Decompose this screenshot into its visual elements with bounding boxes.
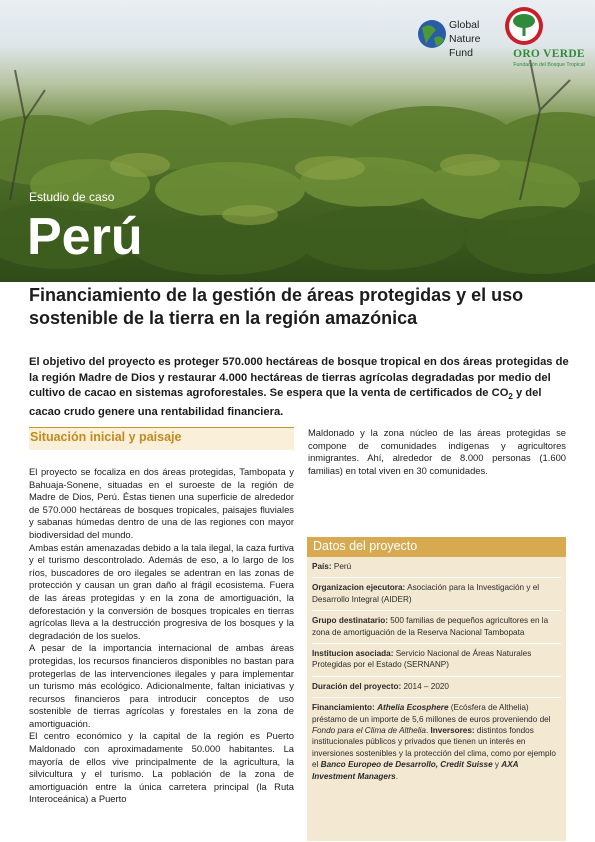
project-data-row: País: Perú xyxy=(312,557,561,578)
project-data-row: Organizacion ejecutora: Asociación para la Investigación y el Desarrollo Integral (AIDER) xyxy=(312,578,561,611)
project-data-row: Institucion asociada: Servicio Nacional de Áreas Naturales Protegidas por el Estado (SERNANP) xyxy=(312,644,561,677)
partner-logos xyxy=(412,6,595,72)
project-data-box xyxy=(307,537,566,841)
paragraph: El centro económico y la capital de la región es Puerto Maldonado con aproximadamente 50.000 habitantes. La mayoría de ellos vive principalmente de la agricultura, la silvicultura y el turismo. La población de la zona de amortiguación entre la única carretera principal (la Ruta Interoceánica) a Puerto xyxy=(29,730,294,805)
oroverde-logo xyxy=(504,6,594,72)
hero-forest-photo xyxy=(0,0,595,282)
oroverde-tagline: Fundación del Bosque Tropical xyxy=(513,62,585,68)
case-study-kicker: Estudio de caso xyxy=(29,190,115,204)
country-title: Perú xyxy=(27,208,143,266)
project-data-row: Grupo destinatario: 500 familias de pequeños agricultores en la zona de amortiguación de la Reserva Nacional Tambopata xyxy=(312,611,561,644)
globe-icon xyxy=(416,10,448,58)
gnf-wordmark: Global Nature Fund xyxy=(449,19,481,59)
tree-emblem-icon xyxy=(504,6,544,46)
section-heading: Situación inicial y paisaje xyxy=(29,427,294,450)
project-data-heading: Datos del proyecto xyxy=(307,537,566,557)
financing-row: Financiamiento: Athelia Ecosphere (Ecósfera de Althelia) préstamo de un importe de 5,6 millones de euros proveniendo del Fondo para el Clima de Althelia. Inversores: distintos fondos institucionales públicos y privados que tienen un interés en inversiones sostenibles y la protección del clima, como por ejemplo el Banco Europeo de Desarrollo, Credit Suisse y AXA Investment Managers. xyxy=(312,703,556,781)
paragraph: Ambas están amenazadas debido a la tala ilegal, la caza furtiva y el turismo descontrolado. Además de eso, a lo largo de los ríos, buscadores de oro ilegales se adentran en las zonas de protección y causan un gran daño al frágil ecosistema. Fuera de las áreas protegidas y en la zona de amortiguación, la deforestación y la conversión de bosques tropicales en tierras agrícolas lleva a la destrucción progresiva de los bosques y la degradación de los suelos. xyxy=(29,541,294,641)
paragraph: A pesar de la importancia internacional de ambas áreas protegidas, los recursos financieros disponibles no bastan para protegerlas de las intervenciones ilegales y para implementar un turismo más ecológico. Adicionalmente, faltan iniciativas y recursos financieros para introducir conceptos de uso sostenible de tierras agrícolas y forestales en la zona de amortiguación. xyxy=(29,642,294,729)
intro-summary: El objetivo del proyecto es proteger 570.000 hectáreas de bosque tropical en dos áreas protegidas de la región Madre de Dios y restaurar 4.000 hectáreas de tierras agrícolas degradadas por medio del cultivo de cacao en sistemas agroforestales. Se espera que la venta de certificados de $CO_2$ y del cacao crudo genere una rentabilidad financiera. xyxy=(29,356,569,419)
body-column-right xyxy=(308,427,566,477)
global-nature-fund-logo xyxy=(416,10,498,66)
oroverde-name: ORO VERDE xyxy=(513,48,585,60)
project-data-row: Duración del proyecto: 2014 – 2020 xyxy=(312,677,561,698)
body-column-left xyxy=(29,466,294,806)
paragraph: El proyecto se focaliza en dos áreas protegidas, Tambopata y Bahuaja-Sonene, situadas en el suroeste de la región de Madre de Dios, Perú. Éstas tienen una superficie de alrededor de 570.000 hectáreas de bosques tropicales, paisajes fluviales y sabanas húmedas dentro de una de las regiones con mayor biodiversidad del mundo. xyxy=(29,466,294,540)
paragraph: Maldonado y la zona núcleo de las áreas protegidas se compone de comunidades indígenas y agricultores inmigrantes. Ahí, alrededor de 8.000 personas (1.600 familias) en total viven en 30 comunidades. xyxy=(308,427,566,476)
document-subtitle: Financiamiento de la gestión de áreas protegidas y el uso sostenible de la tierra en la región amazónica xyxy=(29,285,524,328)
